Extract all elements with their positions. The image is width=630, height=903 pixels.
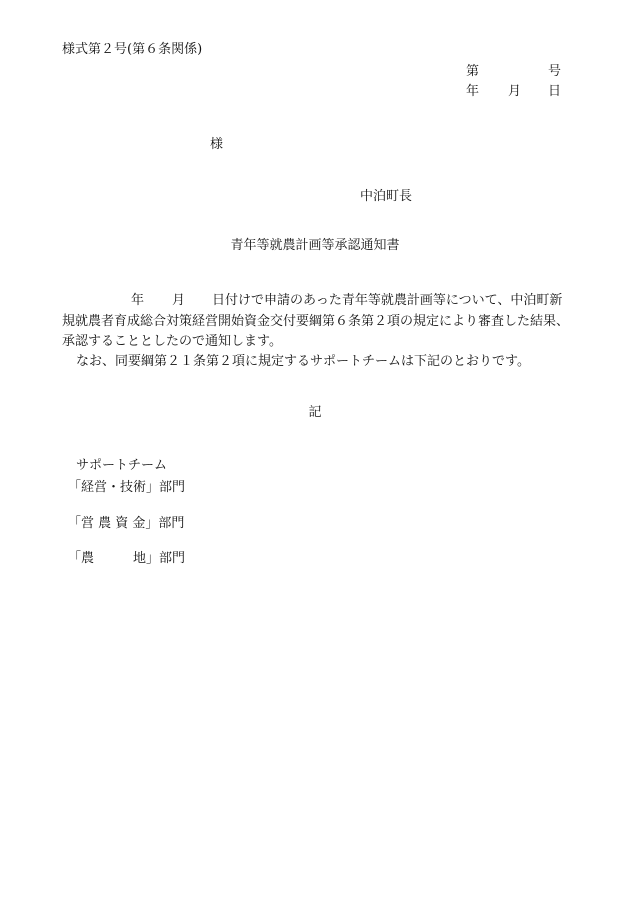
- addressee-honorific: 様: [210, 137, 224, 152]
- support-team-item: 「経営・技術」部門: [68, 480, 186, 495]
- body-line-2: 規就農者育成総合対策経営開始資金交付要綱第６条第２項の規定により審査した結果、: [62, 314, 570, 329]
- document-number-prefix: 第: [466, 64, 480, 79]
- date-month-label: 月: [508, 84, 522, 99]
- body-line-4: なお、同要綱第２１条第２項に規定するサポートチームは下記のとおりです。: [76, 354, 530, 369]
- body-line-3: 承認することとしたので通知します。: [62, 334, 282, 349]
- support-team-item: 「営 農 資 金」部門: [68, 516, 185, 531]
- body-year-label: 年: [131, 293, 145, 308]
- support-team-item: 「農 地」部門: [68, 551, 186, 566]
- body-line-1: 日付けで申請のあった青年等就農計画等について、中泊町新: [212, 293, 563, 308]
- document-title: 青年等就農計画等承認通知書: [230, 238, 400, 253]
- body-month-label: 月: [172, 293, 186, 308]
- date-year-label: 年: [466, 84, 480, 99]
- sender-name: 中泊町長: [360, 189, 413, 204]
- form-label: 様式第２号(第６条関係): [62, 42, 203, 57]
- date-day-label: 日: [548, 84, 562, 99]
- support-team-label: サポートチーム: [76, 458, 168, 473]
- document-number-suffix: 号: [548, 64, 562, 79]
- ki-heading: 記: [308, 405, 322, 420]
